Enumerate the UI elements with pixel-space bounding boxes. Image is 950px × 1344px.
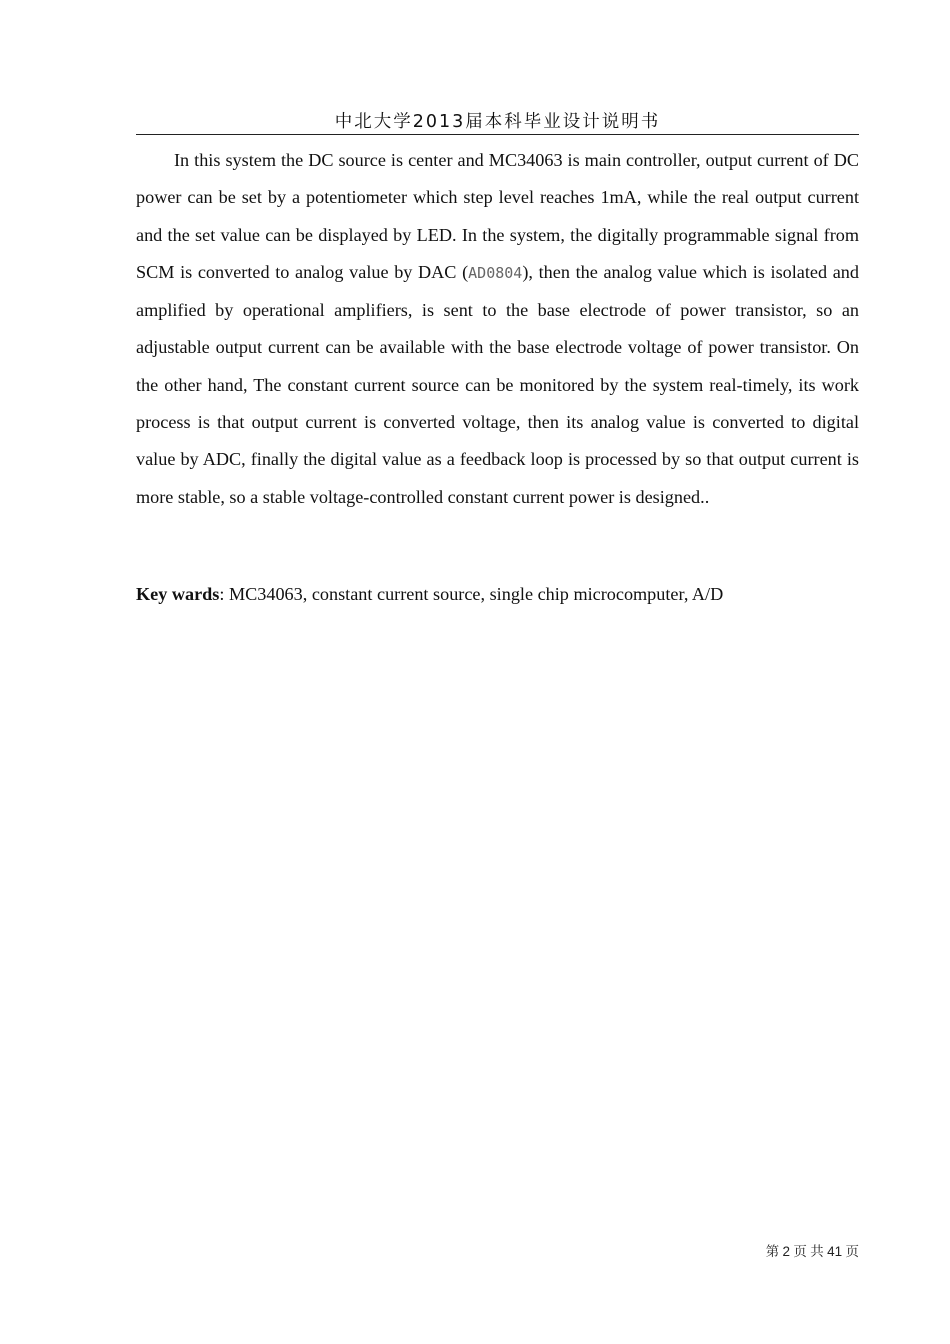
abstract-code-reference: AD0804: [468, 263, 523, 282]
header-divider: [136, 134, 859, 135]
keywords-line: [136, 576, 859, 613]
keywords-text: MC34063, constant current source, single chip microcomputer, A/D: [228, 584, 724, 604]
abstract-text-part2: ), then the analog value which is isolated and amplified by operational amplifiers, is sent to the base electrode of power transistor, so an adjustable output current can be available with the base electrode voltage of power transistor. On the other hand, The constant current source can be monitored by the system real-timely, its work process is that output current is converted voltage, then its analog value is converted to digital value by ADC, finally the digital value as a feedback loop is processed by so that output current is more stable, so a stable voltage-controlled constant current power is designed..: [136, 261, 859, 507]
abstract-text-part1: In this system the DC source is center and MC34063 is main controller, output current of DC power can be set by a potentiometer which step level reaches 1mA, while the real output current and the set value can be displayed by LED. In the system, the digitally programmable signal from SCM is converted to analog value by DAC (: [136, 150, 859, 282]
footer-total-pages: 41: [827, 1244, 843, 1259]
page-header-title: 中北大学2013届本科毕业设计说明书: [334, 112, 661, 132]
footer-middle: 页 共: [793, 1244, 824, 1259]
footer-suffix: 页: [845, 1244, 859, 1259]
abstract-paragraph: [136, 142, 859, 516]
footer-current-page: 2: [782, 1244, 790, 1259]
keywords-label: Key wards: [136, 584, 220, 604]
keywords-separator: :: [219, 584, 229, 604]
footer-prefix: 第: [765, 1244, 780, 1259]
page-footer: [766, 1242, 859, 1262]
